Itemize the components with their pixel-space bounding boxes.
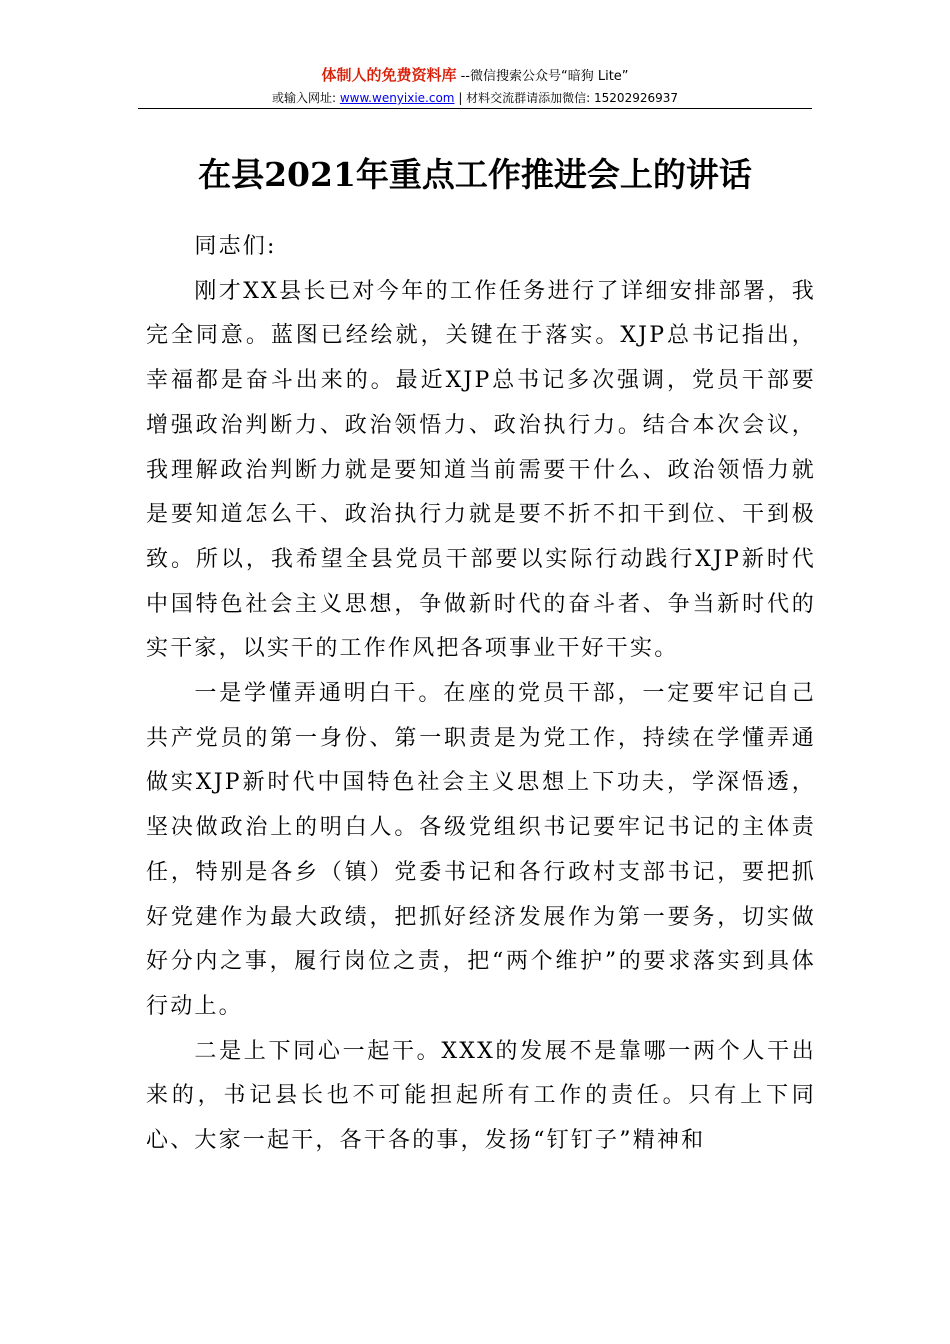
- header-line-2: [138, 89, 812, 107]
- header-contact: | 材料交流群请添加微信: 15202926937: [454, 91, 679, 105]
- header-divider: [138, 108, 812, 109]
- paragraph-point-two: 二是上下同心一起干。XXX的发展不是靠哪一两个人干出来的，书记县长也不可能担起所有工作的责任。只有上下同心、大家一起干，各干各的事，发扬“钉钉子”精神和: [146, 1038, 816, 1154]
- document-body: [146, 225, 816, 1164]
- header-tagline: --微信搜索公众号“暗狗 Lite”: [456, 69, 629, 84]
- paragraph-point-one: 一是学懂弄通明白干。在座的党员干部，一定要牢记自己共产党员的第一身份、第一职责是为党工作，持续在学懂弄通做实XJP新时代中国特色社会主义思想上下功夫，学深悟透，坚决做政治上的明白人。各级党组织书记要牢记书记的主体责任，特别是各乡（镇）党委书记和各行政村支部书记，要把抓好党建作为最大政绩，把抓好经济发展作为第一要务，切实做好分内之事，履行岗位之责，把“两个维护”的要求落实到具体行动上。: [146, 681, 816, 1019]
- header-url-link[interactable]: www.wenyixie.com: [339, 91, 455, 105]
- paragraph-intro: 刚才XX县长已对今年的工作任务进行了详细安排部署，我完全同意。蓝图已经绘就，关键在于落实。XJP总书记指出，幸福都是奋斗出来的。最近XJP总书记多次强调，党员干部要增强政治判断力、政治领悟力、政治执行力。结合本次会议，我理解政治判断力就是要知道当前需要干什么、政治领悟力就是要知道怎么干、政治执行力就是要不折不扣干到位、干到极致。所以，我希望全县党员干部要以实际行动践行XJP新时代中国特色社会主义思想，争做新时代的奋斗者、争当新时代的实干家，以实干的工作作风把各项事业干好干实。: [146, 278, 816, 662]
- page-header: [138, 66, 812, 107]
- paragraph-greeting: 同志们:: [194, 234, 277, 259]
- document-title: 在县2021年重点工作推进会上的讲话: [198, 155, 752, 194]
- header-brand: 体制人的免费资料库: [321, 66, 457, 84]
- header-url-prefix: 或输入网址:: [271, 91, 340, 105]
- header-line-1: [138, 66, 812, 86]
